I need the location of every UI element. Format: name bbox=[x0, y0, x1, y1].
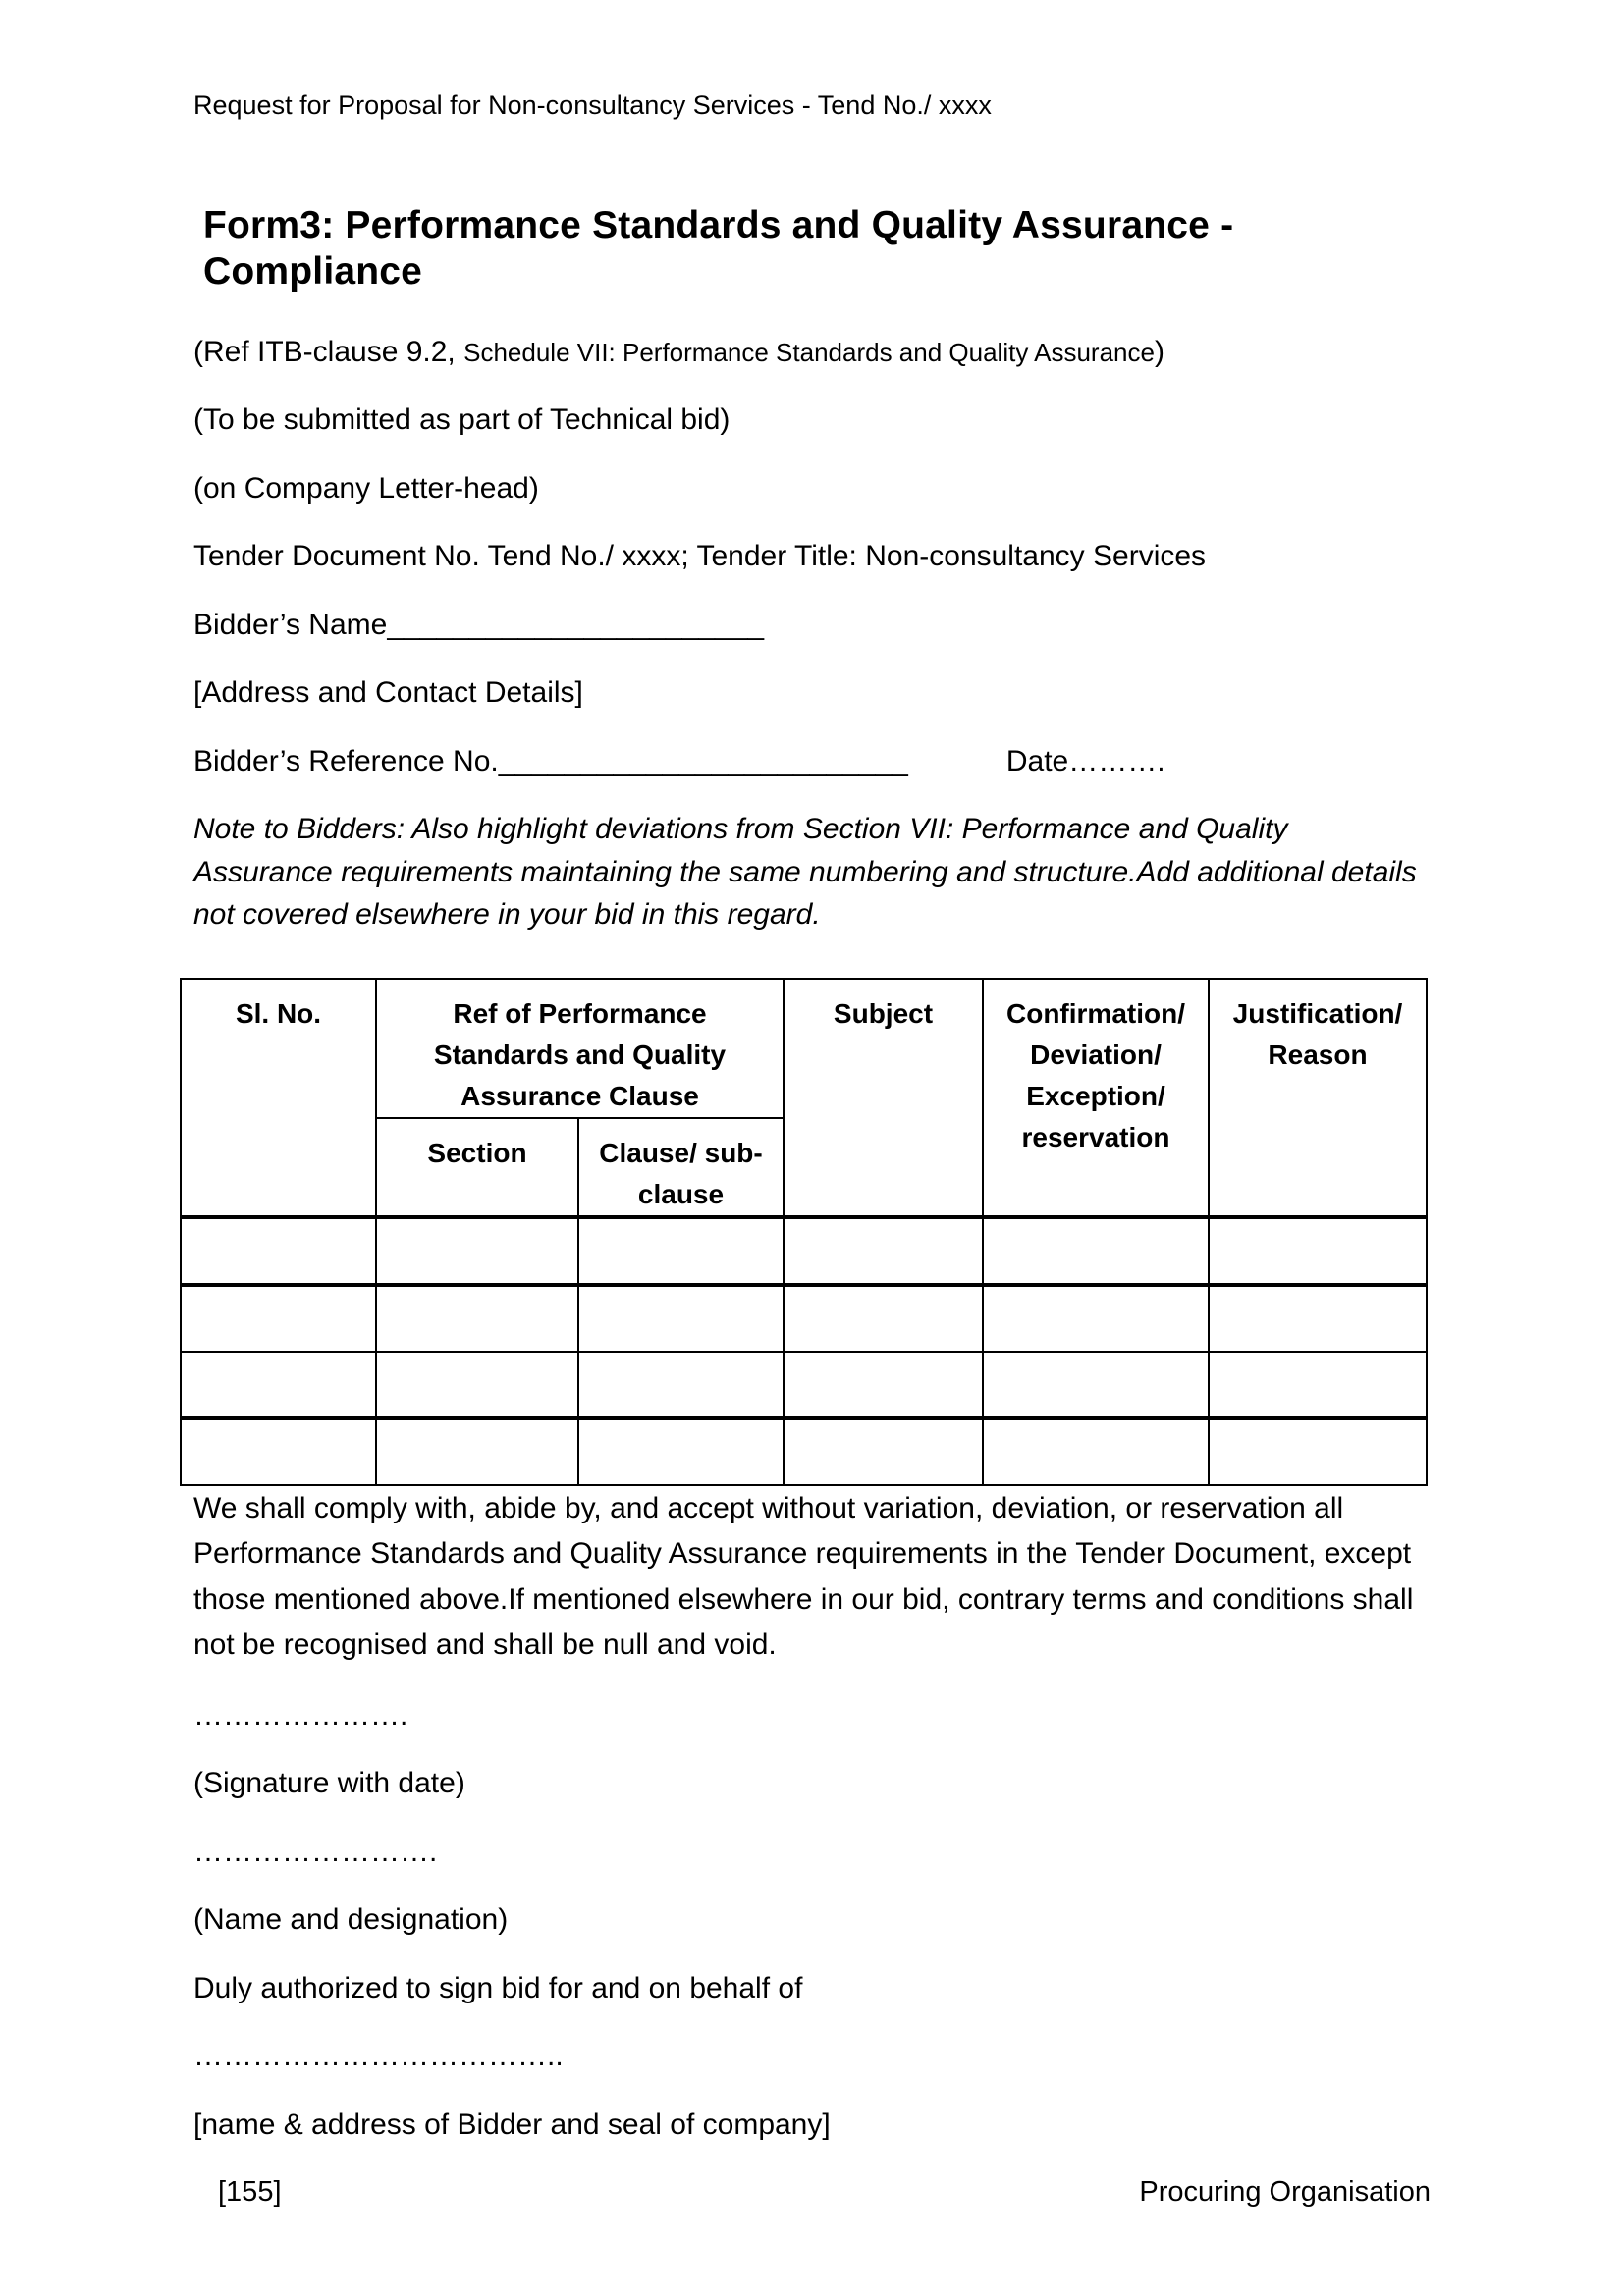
declaration-paragraph: We shall comply with, abide by, and accept without variation, deviation, or reservation all Performance Standards and Quality Assurance requirements in the Tender Document, except those mentioned above.If mentioned elsewhere in our bid, contrary terms and conditions shall not be recognised and shall be null and void. bbox=[193, 1491, 1414, 1662]
table-cell bbox=[578, 1285, 784, 1352]
table-cell bbox=[376, 1352, 578, 1418]
bidder-name-blank: _______________________ bbox=[387, 608, 765, 641]
table-cell bbox=[784, 1418, 983, 1485]
table-cell bbox=[181, 1418, 376, 1485]
footer-page-number: [155] bbox=[218, 2176, 282, 2208]
date-label: Date………. bbox=[1005, 744, 1165, 777]
letterhead-note: (on Company Letter-head) bbox=[193, 471, 539, 505]
table-row bbox=[181, 1285, 1427, 1352]
table-cell bbox=[181, 1352, 376, 1418]
table-cell bbox=[1209, 1217, 1427, 1285]
table-cell bbox=[784, 1217, 983, 1285]
col-header-confirmation: Confirmation/ Deviation/ Exception/ reservation bbox=[983, 979, 1209, 1217]
running-header: Request for Proposal for Non-consultancy Services - Tend No./ xxxx bbox=[193, 90, 992, 120]
table-cell bbox=[1209, 1352, 1427, 1418]
table-cell bbox=[181, 1285, 376, 1352]
table-row bbox=[181, 1352, 1427, 1418]
page-title: Form3: Performance Standards and Quality Assurance - Compliance bbox=[203, 204, 1234, 293]
name-dots-line: ……………………. bbox=[193, 1835, 438, 1868]
table-cell bbox=[983, 1285, 1209, 1352]
authorization-line: Duly authorized to sign bid for and on behalf of bbox=[193, 1971, 803, 2004]
ref-line-schedule: Schedule VII: Performance Standards and Quality Assurance bbox=[463, 337, 1155, 367]
company-dots-line: ……………………………….. bbox=[193, 2040, 564, 2073]
ref-line bbox=[193, 331, 1431, 374]
table-cell bbox=[181, 1217, 376, 1285]
bidder-ref-label: Bidder’s Reference No. bbox=[193, 744, 499, 777]
table-cell bbox=[376, 1217, 578, 1285]
bidder-reference-line bbox=[193, 740, 1431, 783]
table-cell bbox=[578, 1352, 784, 1418]
ref-line-prefix: (Ref ITB-clause 9.2, bbox=[193, 335, 464, 368]
table-cell bbox=[983, 1418, 1209, 1485]
table-cell bbox=[1209, 1285, 1427, 1352]
bidder-name-line bbox=[193, 604, 1431, 647]
ref-line-suffix: ) bbox=[1154, 335, 1164, 368]
col-header-clause: Clause/ sub-clause bbox=[578, 1118, 784, 1217]
table-row bbox=[181, 1217, 1427, 1285]
col-header-subject: Subject bbox=[784, 979, 983, 1217]
table-row bbox=[181, 1418, 1427, 1485]
table-cell bbox=[784, 1352, 983, 1418]
name-designation-label: (Name and designation) bbox=[193, 1903, 509, 1937]
table-cell bbox=[578, 1217, 784, 1285]
footer-organisation: Procuring Organisation bbox=[1139, 2176, 1431, 2208]
note-to-bidders: Note to Bidders: Also highlight deviations from Section VII: Performance and Quality Assurance requirements maintaining the same numbering and structure.Add additional details not covered elsewhere in your bid in this regard. bbox=[193, 813, 1417, 932]
table-cell bbox=[983, 1352, 1209, 1418]
table-cell bbox=[376, 1285, 578, 1352]
col-header-ref-group-text: Ref of Performance Standards and Quality Assurance Clause bbox=[433, 997, 727, 1111]
table-cell bbox=[1209, 1418, 1427, 1485]
compliance-table bbox=[180, 978, 1428, 1486]
col-header-ref-group bbox=[376, 979, 784, 1118]
submit-note: (To be submitted as part of Technical bid) bbox=[193, 403, 731, 437]
col-header-section: Section bbox=[376, 1118, 578, 1217]
signature-label: (Signature with date) bbox=[193, 1767, 465, 1800]
bidder-name-label: Bidder’s Name bbox=[193, 608, 388, 641]
col-header-sl-no: Sl. No. bbox=[181, 979, 376, 1217]
table-cell bbox=[983, 1217, 1209, 1285]
table-cell bbox=[376, 1418, 578, 1485]
col-header-justification: Justification/ Reason bbox=[1209, 979, 1427, 1217]
signature-dots-line: …………………. bbox=[193, 1698, 408, 1732]
address-line: [Address and Contact Details] bbox=[193, 676, 583, 710]
table-cell bbox=[784, 1285, 983, 1352]
page-footer bbox=[193, 2171, 1431, 2213]
tender-line: Tender Document No. Tend No./ xxxx; Tender Title: Non-consultancy Services bbox=[193, 540, 1207, 573]
company-label: [name & address of Bidder and seal of company] bbox=[193, 2108, 831, 2141]
bidder-ref-blank: _________________________ bbox=[498, 744, 908, 777]
table-cell bbox=[578, 1418, 784, 1485]
